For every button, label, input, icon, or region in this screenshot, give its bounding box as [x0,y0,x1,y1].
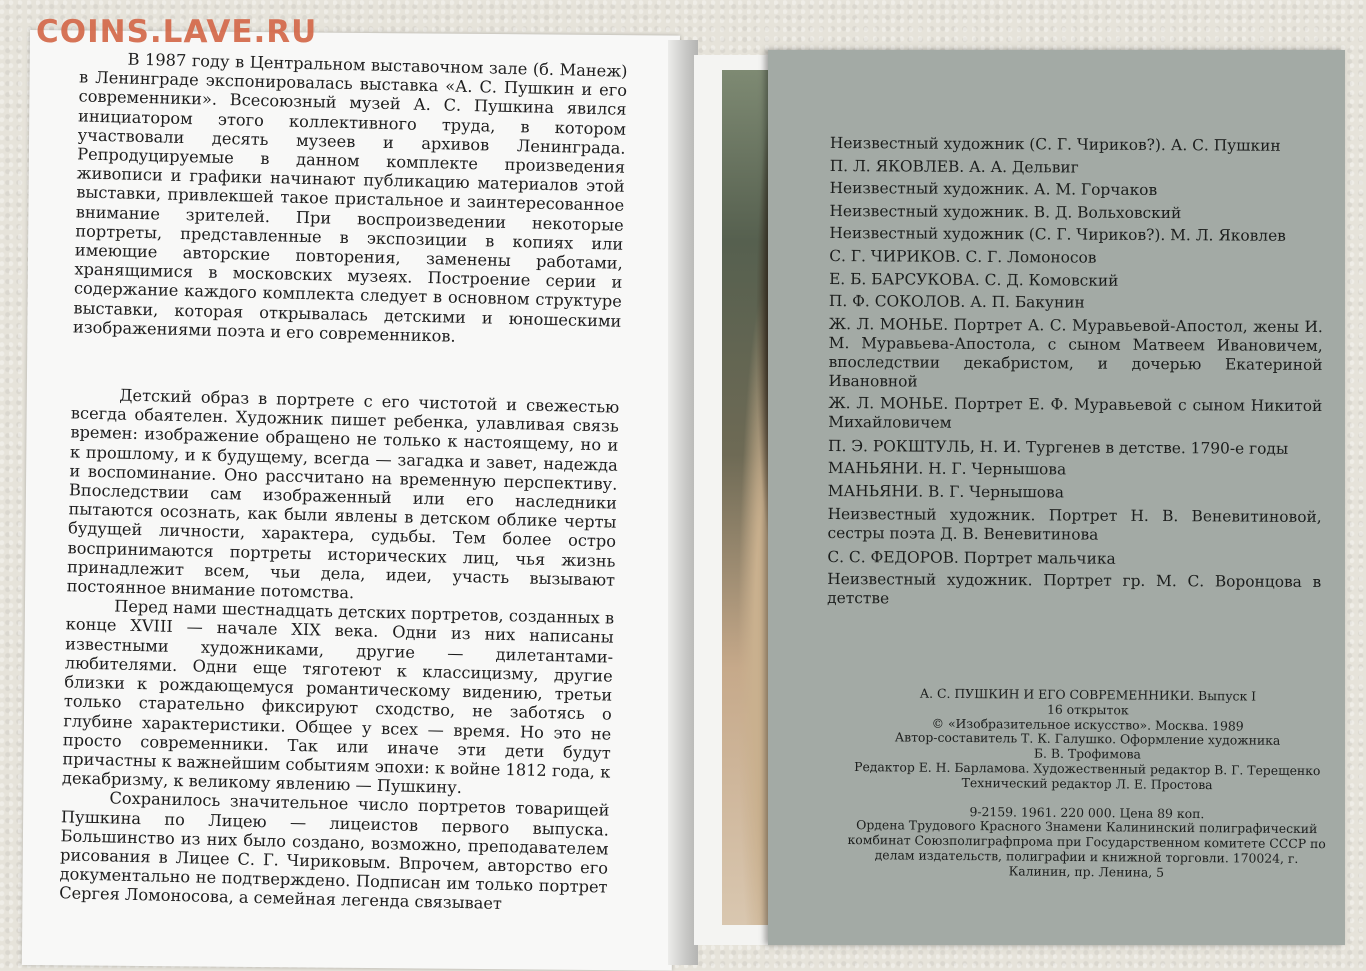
toc-item: П. Э. РОКШТУЛЬ, Н. И. Тургенев в детстве. 1790-е годы [828,436,1289,458]
toc-item: П. Ф. СОКОЛОВ. А. П. Бакунин [828,292,1085,312]
toc-item: Ж. Л. МОНЬЕ. Портрет Е. Ф. Муравьевой с сыном Никитой Михайловичем [828,393,1323,432]
watermark: COINS.LAVE.RU [36,14,318,50]
toc-item: С. С. ФЕДОРОВ. Портрет мальчика [827,547,1116,568]
imprint-price-line: 9-2159. 1961. 220 000. Цена 89 коп. [969,803,1205,821]
contents-page [768,50,1345,945]
toc-item: Неизвестный художник. А. М. Горчаков [829,179,1158,200]
imprint-printer: Ордена Трудового Красного Знамени Калининский полиграфический комбинат Союзполиграфпрома при Государственном комитете СССР по делам издательств, полиграфии и книжной торговли. 170024, г. Калинин, пр. Ленина, 5 [847,817,1326,880]
paragraph-sixteen-portraits: Перед нами шестнадцать детских портретов, созданных в конце XVIII — начале XIX века. Одни из них написаны известными художниками, другие — дилетантами-любителями. Одни еще тяготеют к классицизму, другие близки к рождающемуся романтическому видению, третьи только старательно фиксируют сходство, не заботясь о глубине характеристики. Общее у всех — время. Но это не просто современники. Так или иначе эти дети будут причастны к важнейшим событиям эпохи: к войне 1812 года, к декабризму, к великому явлению — Пушкину. [61,596,615,798]
imprint-editors: Редактор Е. Н. Барламова. Художественный редактор В. Г. Терещенко [854,759,1321,779]
left-booklet-page [22,30,680,971]
imprint-publisher: © «Изобразительное искусство». Москва. 1989 [931,715,1244,734]
toc-item: Неизвестный художник (С. Г. Чириков?). А. С. Пушкин [829,133,1281,155]
contents-list [827,132,1324,614]
toc-item: Неизвестный художник. Портрет Н. В. Веневитиновой, сестры поэта Д. В. Веневитинова [827,504,1322,544]
imprint-title: А. С. ПУШКИН И ЕГО СОВРЕМЕННИКИ. Выпуск I [919,685,1257,704]
toc-item: П. Л. ЯКОВЛЕВ. А. А. Дельвиг [829,156,1079,177]
imprint-count: 16 открыток [1046,701,1129,718]
toc-item: Неизвестный художник (С. Г. Чириков?). М. Л. Яковлев [829,224,1286,246]
toc-item: Е. Б. БАРСУКОВА. С. Д. Комовский [829,269,1119,290]
toc-item: Неизвестный художник. В. Д. Вольховский [829,201,1182,222]
paragraph-child-image: Детский образ в портрете с его чистотой и свежестью всегда обаятелен. Художник пишет ребенка, улавливая связь времен: изображение обращено не только к настоящему, но и к прошлому, и к будущему, всегда — загадка и завет, надежда и воспоминание. Оно рассчитано на временную перспективу. Впоследствии сам изображенный или его наследники пытаются осознать, как были явлены в детском облике черты будущей личности, характера, судьбы. Тем более остро воспринимаются портреты исторических лиц, чья жизнь принадлежит всем, чьи дела, идеи, участь вызывают постоянное внимание потомства. [66,385,620,603]
toc-item: Неизвестный художник. Портрет гр. М. С. Воронцова в детстве [827,570,1322,608]
imprint-block [846,686,1328,882]
toc-item: МАНЬЯНИ. Н. Г. Чернышова [827,459,1067,479]
toc-item: С. Г. ЧИРИКОВ. С. Г. Ломоносов [829,246,1097,267]
imprint-designer: Б. В. Трофимова [1033,745,1141,762]
toc-item: МАНЬЯНИ. В. Г. Чернышова [827,481,1064,502]
paragraph-lyceum: Сохранилось значительное число портретов товарищей Пушкина по Лицею — лицеистов первого выпуска. Большинство из них было создано, возможно, преподавателем рисования в Лицее С. Г. Чириковым. Впрочем, авторство его документально не подтверждено. Подписан им только портрет Сергея Ломоносова, а семейная легенда связывает [58,788,610,914]
imprint-author: Автор-составитель Т. К. Галушко. Оформление художника [894,729,1281,749]
imprint-tech-editor: Технический редактор Л. Е. Простова [961,774,1213,792]
paragraph-intro: В 1987 году в Центральном выставочном зале (б. Манеж) в Ленинграде экспонировалась выставка «А. С. Пушкин и его современники». Всесоюзный музей А. С. Пушкина явился инициатором этого коллективного труда, в котором участвовали десять музеев и архивов Ленинграда. Репродуцируемые в данном комплекте произведения живописи и графики начинают публикацию материалов этой выставки, привлекшей такое пристальное и заинтересованное внимание зрителей. При воспроизведении некоторые портреты, представленные в экспозиции в копиях или имеющие авторские повторения, заменены работами, хранящимися в московских музеях. Построение серии и содержание каждого комплекта следует в основном структуре выставки, которая открывалась детскими и юношескими изображениями поэта и его современников. [72,49,628,346]
left-page-text [59,48,628,916]
toc-item: Ж. Л. МОНЬЕ. Портрет А. С. Муравьевой-Апостол, жены И. М. Муравьева-Апостола, с сыном Матвеем Ивановичем, впоследствии декабристом, и дочерью Екатериной Ивановной [828,314,1323,391]
